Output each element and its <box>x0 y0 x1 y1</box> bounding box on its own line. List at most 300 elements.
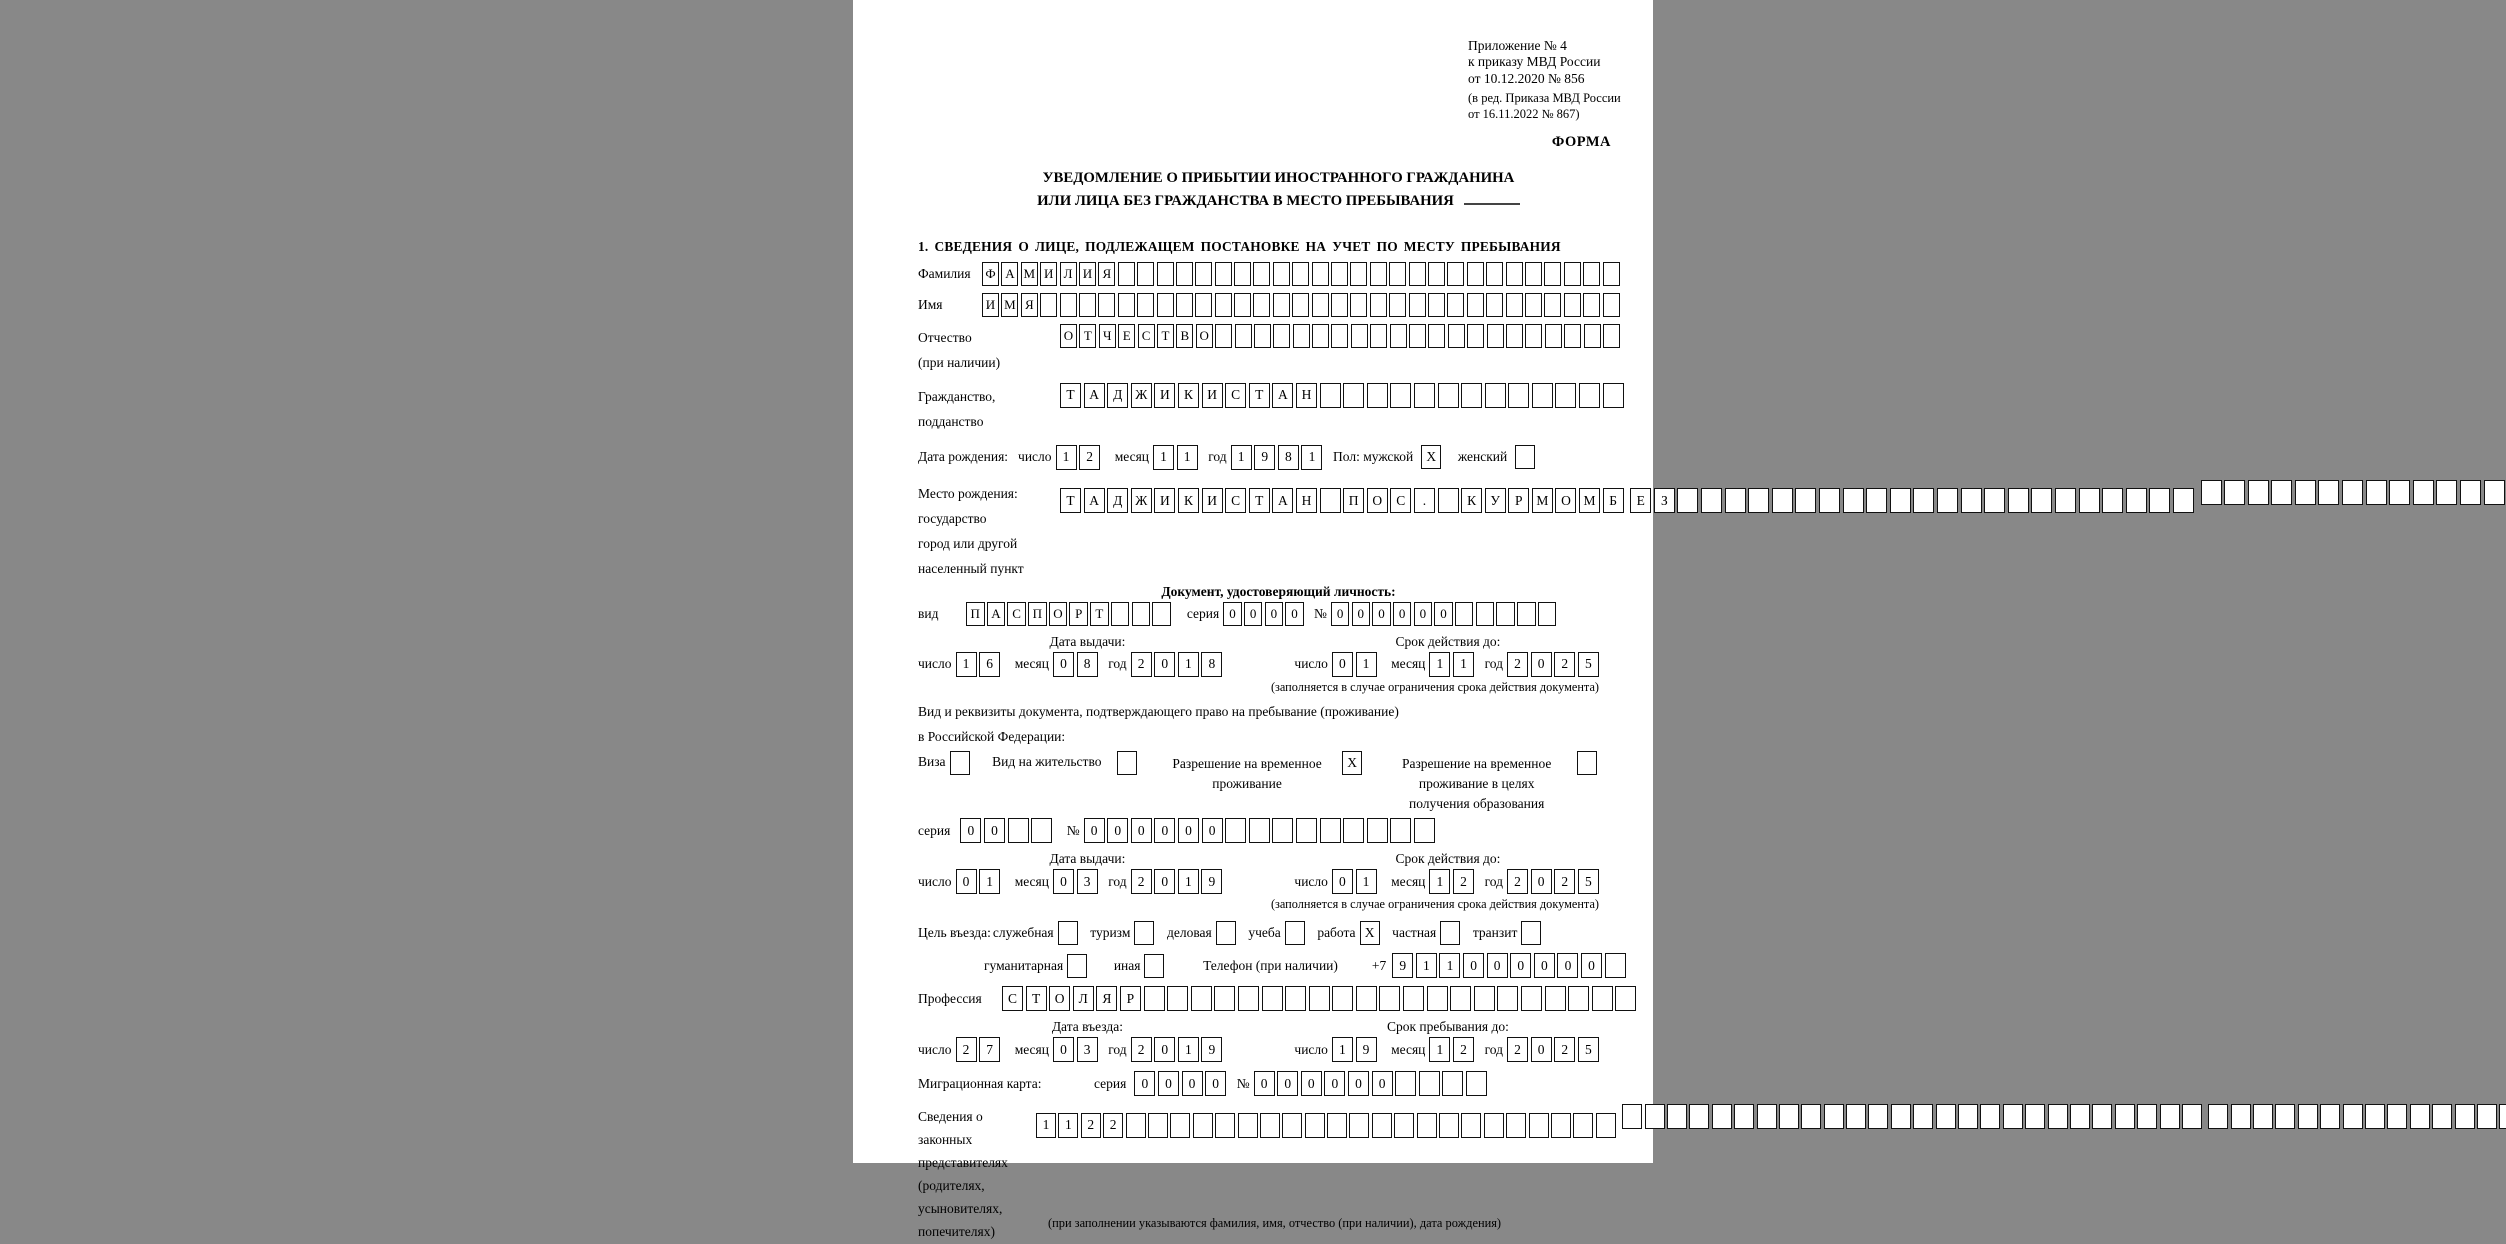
form-cell[interactable] <box>2253 1104 2273 1129</box>
form-cell[interactable] <box>1170 1113 1190 1138</box>
form-cell[interactable]: 0 <box>1414 602 1433 626</box>
form-cell[interactable] <box>1579 383 1600 408</box>
form-cell[interactable] <box>1215 1113 1235 1138</box>
form-cell[interactable] <box>1260 1113 1280 1138</box>
form-cell[interactable] <box>1137 262 1154 286</box>
form-cell[interactable]: 0 <box>1510 953 1531 978</box>
form-cell[interactable] <box>2079 488 2100 513</box>
form-cell[interactable]: С <box>1002 986 1023 1011</box>
form-cell[interactable] <box>1389 262 1406 286</box>
form-cell[interactable] <box>1262 986 1283 1011</box>
form-cell[interactable] <box>1176 262 1193 286</box>
form-cell[interactable]: 2 <box>1131 652 1152 677</box>
form-cell[interactable] <box>1249 818 1270 843</box>
form-cell[interactable] <box>1195 293 1212 317</box>
form-cell[interactable] <box>1379 986 1400 1011</box>
form-cell[interactable] <box>2387 1104 2407 1129</box>
form-cell[interactable]: 0 <box>1053 652 1074 677</box>
form-cell[interactable] <box>1312 324 1329 348</box>
form-cell[interactable] <box>1144 986 1165 1011</box>
form-cell[interactable]: 2 <box>1453 869 1474 894</box>
form-cell[interactable]: 0 <box>1053 1037 1074 1062</box>
form-cell[interactable] <box>1390 383 1411 408</box>
form-cell[interactable]: 0 <box>1205 1071 1226 1096</box>
form-cell[interactable] <box>1215 293 1232 317</box>
form-cell[interactable] <box>1913 1104 1933 1129</box>
form-cell[interactable] <box>1757 1104 1777 1129</box>
form-cell[interactable]: 0 <box>1332 869 1353 894</box>
form-cell[interactable]: 0 <box>1324 1071 1345 1096</box>
form-cell[interactable]: Е <box>1118 324 1135 348</box>
form-cell[interactable]: 0 <box>1531 869 1552 894</box>
form-cell[interactable]: 9 <box>1356 1037 1377 1062</box>
form-cell[interactable] <box>2115 1104 2135 1129</box>
form-cell[interactable]: 5 <box>1578 1037 1599 1062</box>
form-cell[interactable]: 3 <box>1077 1037 1098 1062</box>
form-cell[interactable]: 1 <box>1056 445 1077 470</box>
form-cell[interactable] <box>1447 262 1464 286</box>
form-cell[interactable] <box>2182 1104 2202 1129</box>
form-cell[interactable] <box>1961 488 1982 513</box>
form-cell[interactable] <box>1701 488 1722 513</box>
form-cell[interactable] <box>1351 324 1368 348</box>
form-cell[interactable] <box>1913 488 1934 513</box>
form-cell[interactable] <box>1748 488 1769 513</box>
form-cell[interactable] <box>1497 986 1518 1011</box>
form-cell[interactable] <box>1331 262 1348 286</box>
form-cell[interactable] <box>1532 383 1553 408</box>
form-cell[interactable] <box>1389 293 1406 317</box>
form-cell[interactable] <box>1312 293 1329 317</box>
form-cell[interactable] <box>1450 986 1471 1011</box>
form-cell[interactable] <box>2436 480 2457 505</box>
form-cell[interactable]: 0 <box>1557 953 1578 978</box>
form-cell[interactable] <box>1273 324 1290 348</box>
form-cell[interactable]: А <box>987 602 1006 626</box>
form-cell[interactable]: Н <box>1296 488 1317 513</box>
form-cell[interactable] <box>2048 1104 2068 1129</box>
form-cell[interactable] <box>1584 324 1601 348</box>
form-cell[interactable]: С <box>1390 488 1411 513</box>
form-cell[interactable] <box>1079 293 1096 317</box>
form-cell[interactable] <box>1605 953 1626 978</box>
form-cell[interactable]: 0 <box>1285 602 1304 626</box>
form-cell[interactable] <box>1506 293 1523 317</box>
form-cell[interactable] <box>2248 480 2269 505</box>
form-cell[interactable] <box>1214 986 1235 1011</box>
form-cell[interactable] <box>1031 818 1052 843</box>
form-cell[interactable] <box>1409 293 1426 317</box>
form-cell[interactable]: 0 <box>1154 869 1175 894</box>
form-cell[interactable] <box>1234 262 1251 286</box>
form-cell[interactable]: X <box>1421 445 1441 469</box>
form-cell[interactable] <box>1238 986 1259 1011</box>
form-cell[interactable] <box>1118 262 1135 286</box>
form-cell[interactable] <box>1305 1113 1325 1138</box>
form-cell[interactable] <box>1216 921 1236 945</box>
form-cell[interactable] <box>2025 1104 2045 1129</box>
form-cell[interactable]: 1 <box>1332 1037 1353 1062</box>
form-cell[interactable] <box>1438 383 1459 408</box>
form-cell[interactable] <box>1506 262 1523 286</box>
form-cell[interactable] <box>2271 480 2292 505</box>
form-cell[interactable]: В <box>1176 324 1193 348</box>
form-cell[interactable] <box>1521 986 1542 1011</box>
form-cell[interactable] <box>1496 602 1515 626</box>
form-cell[interactable]: 0 <box>1372 602 1391 626</box>
form-cell[interactable] <box>1320 383 1341 408</box>
form-cell[interactable] <box>1525 293 1542 317</box>
form-cell[interactable] <box>2137 1104 2157 1129</box>
form-cell[interactable] <box>1615 986 1636 1011</box>
form-cell[interactable] <box>1272 818 1293 843</box>
form-cell[interactable] <box>1327 1113 1347 1138</box>
form-cell[interactable] <box>1238 1113 1258 1138</box>
form-cell[interactable] <box>1868 1104 1888 1129</box>
form-cell[interactable]: X <box>1342 751 1362 775</box>
form-cell[interactable] <box>1440 921 1460 945</box>
form-cell[interactable]: . <box>1414 488 1435 513</box>
form-cell[interactable] <box>1677 488 1698 513</box>
form-cell[interactable]: Р <box>1120 986 1141 1011</box>
form-cell[interactable]: Д <box>1107 383 1128 408</box>
form-cell[interactable]: 1 <box>956 652 977 677</box>
form-cell[interactable] <box>1148 1113 1168 1138</box>
form-cell[interactable] <box>1428 262 1445 286</box>
form-cell[interactable] <box>2298 1104 2318 1129</box>
form-cell[interactable]: 0 <box>1434 602 1453 626</box>
form-cell[interactable] <box>2070 1104 2090 1129</box>
form-cell[interactable]: А <box>1272 488 1293 513</box>
form-cell[interactable] <box>1126 1113 1146 1138</box>
form-cell[interactable] <box>1467 262 1484 286</box>
form-cell[interactable]: 0 <box>1053 869 1074 894</box>
form-cell[interactable]: 0 <box>984 818 1005 843</box>
form-cell[interactable] <box>1098 293 1115 317</box>
form-cell[interactable]: 1 <box>1356 869 1377 894</box>
form-cell[interactable] <box>2484 480 2505 505</box>
form-cell[interactable]: 2 <box>1554 869 1575 894</box>
form-cell[interactable] <box>1285 921 1305 945</box>
form-cell[interactable]: 0 <box>1154 1037 1175 1062</box>
form-cell[interactable]: К <box>1461 488 1482 513</box>
form-cell[interactable]: 2 <box>956 1037 977 1062</box>
form-cell[interactable] <box>1603 262 1620 286</box>
form-cell[interactable]: 1 <box>1036 1113 1056 1138</box>
form-cell[interactable] <box>1372 1113 1392 1138</box>
form-cell[interactable] <box>1058 921 1078 945</box>
form-cell[interactable] <box>1225 818 1246 843</box>
form-cell[interactable] <box>2413 480 2434 505</box>
form-cell[interactable]: О <box>1196 324 1213 348</box>
form-cell[interactable]: 0 <box>1531 652 1552 677</box>
form-cell[interactable] <box>2342 480 2363 505</box>
form-cell[interactable] <box>1843 488 1864 513</box>
form-cell[interactable]: 5 <box>1578 869 1599 894</box>
form-cell[interactable]: 0 <box>1154 818 1175 843</box>
form-cell[interactable] <box>1273 262 1290 286</box>
form-cell[interactable] <box>1486 262 1503 286</box>
form-cell[interactable] <box>1645 1104 1665 1129</box>
form-cell[interactable]: С <box>1138 324 1155 348</box>
form-cell[interactable] <box>1484 1113 1504 1138</box>
form-cell[interactable]: 7 <box>979 1037 1000 1062</box>
form-cell[interactable] <box>1282 1113 1302 1138</box>
form-cell[interactable]: О <box>1060 324 1077 348</box>
form-cell[interactable]: 9 <box>1254 445 1275 470</box>
form-cell[interactable] <box>1603 293 1620 317</box>
form-cell[interactable] <box>2031 488 2052 513</box>
form-cell[interactable] <box>1689 1104 1709 1129</box>
form-cell[interactable]: 0 <box>1534 953 1555 978</box>
form-cell[interactable] <box>2008 488 2029 513</box>
form-cell[interactable]: М <box>1579 488 1600 513</box>
form-cell[interactable] <box>1439 1113 1459 1138</box>
form-cell[interactable]: 2 <box>1131 869 1152 894</box>
form-cell[interactable] <box>1350 262 1367 286</box>
form-cell[interactable] <box>1309 986 1330 1011</box>
form-cell[interactable]: Я <box>1096 986 1117 1011</box>
form-cell[interactable] <box>2003 1104 2023 1129</box>
form-cell[interactable]: 1 <box>1058 1113 1078 1138</box>
form-cell[interactable]: А <box>1084 383 1105 408</box>
form-cell[interactable]: 5 <box>1578 652 1599 677</box>
form-cell[interactable]: И <box>1079 262 1096 286</box>
form-cell[interactable]: 0 <box>1265 602 1284 626</box>
title-blank-underline[interactable] <box>1464 203 1520 205</box>
form-cell[interactable] <box>1356 986 1377 1011</box>
form-cell[interactable] <box>1980 1104 2000 1129</box>
form-cell[interactable] <box>1253 262 1270 286</box>
form-cell[interactable]: М <box>1021 262 1038 286</box>
form-cell[interactable]: И <box>1154 488 1175 513</box>
form-cell[interactable]: Б <box>1603 488 1624 513</box>
form-cell[interactable] <box>1583 262 1600 286</box>
form-cell[interactable] <box>1568 986 1589 1011</box>
form-cell[interactable] <box>1394 1113 1414 1138</box>
form-cell[interactable] <box>1312 262 1329 286</box>
form-cell[interactable] <box>1191 986 1212 1011</box>
form-cell[interactable]: 0 <box>1223 602 1242 626</box>
form-cell[interactable]: 0 <box>1107 818 1128 843</box>
form-cell[interactable] <box>1167 986 1188 1011</box>
form-cell[interactable] <box>2102 488 2123 513</box>
form-cell[interactable] <box>1795 488 1816 513</box>
form-cell[interactable] <box>1403 986 1424 1011</box>
form-cell[interactable] <box>1866 488 1887 513</box>
form-cell[interactable] <box>1320 818 1341 843</box>
form-cell[interactable]: О <box>1555 488 1576 513</box>
form-cell[interactable]: 1 <box>1231 445 1252 470</box>
form-cell[interactable] <box>1332 986 1353 1011</box>
form-cell[interactable]: О <box>1367 488 1388 513</box>
form-cell[interactable] <box>1984 488 2005 513</box>
form-cell[interactable]: 2 <box>1554 1037 1575 1062</box>
form-cell[interactable]: 1 <box>1356 652 1377 677</box>
form-cell[interactable]: Ч <box>1099 324 1116 348</box>
form-cell[interactable] <box>1118 293 1135 317</box>
form-cell[interactable]: Ж <box>1131 488 1152 513</box>
form-cell[interactable]: 1 <box>1429 652 1450 677</box>
form-cell[interactable] <box>2275 1104 2295 1129</box>
form-cell[interactable] <box>1253 293 1270 317</box>
form-cell[interactable]: С <box>1225 488 1246 513</box>
form-cell[interactable] <box>1144 954 1164 978</box>
form-cell[interactable] <box>2173 488 2194 513</box>
form-cell[interactable]: Ф <box>982 262 999 286</box>
form-cell[interactable] <box>1824 1104 1844 1129</box>
form-cell[interactable] <box>1486 293 1503 317</box>
form-cell[interactable] <box>1487 324 1504 348</box>
form-cell[interactable] <box>1564 324 1581 348</box>
form-cell[interactable]: А <box>1084 488 1105 513</box>
form-cell[interactable] <box>1958 1104 1978 1129</box>
form-cell[interactable]: 1 <box>1453 652 1474 677</box>
form-cell[interactable] <box>2432 1104 2452 1129</box>
form-cell[interactable] <box>1417 1113 1437 1138</box>
form-cell[interactable]: 0 <box>1331 602 1350 626</box>
form-cell[interactable] <box>1506 1113 1526 1138</box>
form-cell[interactable]: 1 <box>1178 1037 1199 1062</box>
form-cell[interactable] <box>1772 488 1793 513</box>
form-cell[interactable] <box>1890 488 1911 513</box>
form-cell[interactable] <box>2055 488 2076 513</box>
form-cell[interactable] <box>1176 293 1193 317</box>
form-cell[interactable] <box>1544 262 1561 286</box>
form-cell[interactable] <box>1285 986 1306 1011</box>
form-cell[interactable] <box>1525 324 1542 348</box>
form-cell[interactable]: 0 <box>1581 953 1602 978</box>
form-cell[interactable]: К <box>1178 488 1199 513</box>
form-cell[interactable] <box>1390 324 1407 348</box>
form-cell[interactable]: Р <box>1508 488 1529 513</box>
form-cell[interactable] <box>1525 262 1542 286</box>
form-cell[interactable] <box>1461 383 1482 408</box>
form-cell[interactable] <box>1367 383 1388 408</box>
form-cell[interactable] <box>1551 1113 1571 1138</box>
form-cell[interactable]: 0 <box>1463 953 1484 978</box>
form-cell[interactable] <box>1466 1071 1487 1096</box>
form-cell[interactable] <box>2366 480 2387 505</box>
form-cell[interactable] <box>1409 324 1426 348</box>
form-cell[interactable]: 8 <box>1077 652 1098 677</box>
form-cell[interactable]: С <box>1225 383 1246 408</box>
form-cell[interactable] <box>1195 262 1212 286</box>
form-cell[interactable] <box>1596 1113 1616 1138</box>
form-cell[interactable] <box>1215 262 1232 286</box>
form-cell[interactable] <box>1395 1071 1416 1096</box>
form-cell[interactable]: И <box>1154 383 1175 408</box>
form-cell[interactable]: 1 <box>1429 1037 1450 1062</box>
form-cell[interactable]: Л <box>1060 262 1077 286</box>
form-cell[interactable] <box>1937 488 1958 513</box>
form-cell[interactable]: П <box>1028 602 1047 626</box>
form-cell[interactable] <box>1545 324 1562 348</box>
form-cell[interactable] <box>1331 324 1348 348</box>
form-cell[interactable] <box>1515 445 1535 469</box>
form-cell[interactable] <box>1438 488 1459 513</box>
form-cell[interactable] <box>1137 293 1154 317</box>
form-cell[interactable] <box>1725 488 1746 513</box>
form-cell[interactable] <box>1448 324 1465 348</box>
form-cell[interactable]: 0 <box>1154 652 1175 677</box>
form-cell[interactable] <box>1117 751 1137 775</box>
form-cell[interactable] <box>1273 293 1290 317</box>
form-cell[interactable] <box>1111 602 1130 626</box>
form-cell[interactable] <box>1447 293 1464 317</box>
form-cell[interactable] <box>2295 480 2316 505</box>
form-cell[interactable]: Т <box>1079 324 1096 348</box>
form-cell[interactable] <box>1235 324 1252 348</box>
form-cell[interactable]: 2 <box>1103 1113 1123 1138</box>
form-cell[interactable] <box>2208 1104 2228 1129</box>
form-cell[interactable]: У <box>1485 488 1506 513</box>
form-cell[interactable] <box>2455 1104 2475 1129</box>
form-cell[interactable]: 0 <box>1348 1071 1369 1096</box>
form-cell[interactable]: Т <box>1060 383 1081 408</box>
form-cell[interactable] <box>1234 293 1251 317</box>
form-cell[interactable]: 1 <box>1153 445 1174 470</box>
form-cell[interactable] <box>1506 324 1523 348</box>
form-cell[interactable]: Я <box>1098 262 1115 286</box>
form-cell[interactable] <box>1370 262 1387 286</box>
form-cell[interactable]: 6 <box>979 652 1000 677</box>
form-cell[interactable]: 2 <box>1507 1037 1528 1062</box>
form-cell[interactable]: И <box>1202 383 1223 408</box>
form-cell[interactable]: 1 <box>979 869 1000 894</box>
form-cell[interactable] <box>1474 986 1495 1011</box>
form-cell[interactable] <box>1846 1104 1866 1129</box>
form-cell[interactable] <box>1555 383 1576 408</box>
form-cell[interactable]: А <box>1272 383 1293 408</box>
form-cell[interactable]: Е <box>1630 488 1651 513</box>
form-cell[interactable]: 2 <box>1507 869 1528 894</box>
form-cell[interactable] <box>2410 1104 2430 1129</box>
form-cell[interactable] <box>1419 1071 1440 1096</box>
form-cell[interactable]: 0 <box>956 869 977 894</box>
form-cell[interactable]: 2 <box>1131 1037 1152 1062</box>
form-cell[interactable] <box>1529 1113 1549 1138</box>
form-cell[interactable]: 0 <box>1277 1071 1298 1096</box>
form-cell[interactable]: 1 <box>1178 869 1199 894</box>
form-cell[interactable]: Ж <box>1131 383 1152 408</box>
form-cell[interactable]: 2 <box>1081 1113 1101 1138</box>
form-cell[interactable] <box>1132 602 1151 626</box>
form-cell[interactable] <box>1517 602 1536 626</box>
form-cell[interactable]: З <box>1654 488 1675 513</box>
form-cell[interactable] <box>1296 818 1317 843</box>
form-cell[interactable] <box>1538 602 1557 626</box>
form-cell[interactable]: Т <box>1249 488 1270 513</box>
form-cell[interactable] <box>1320 488 1341 513</box>
form-cell[interactable]: М <box>1532 488 1553 513</box>
form-cell[interactable] <box>2460 480 2481 505</box>
form-cell[interactable]: 0 <box>960 818 981 843</box>
form-cell[interactable]: Д <box>1107 488 1128 513</box>
form-cell[interactable] <box>1592 986 1613 1011</box>
form-cell[interactable]: 2 <box>1554 652 1575 677</box>
form-cell[interactable] <box>1564 262 1581 286</box>
form-cell[interactable] <box>1350 293 1367 317</box>
form-cell[interactable]: И <box>1040 262 1057 286</box>
form-cell[interactable] <box>2318 480 2339 505</box>
form-cell[interactable] <box>1292 262 1309 286</box>
form-cell[interactable]: О <box>1049 986 1070 1011</box>
form-cell[interactable]: 0 <box>1301 1071 1322 1096</box>
form-cell[interactable]: 0 <box>1254 1071 1275 1096</box>
form-cell[interactable]: С <box>1007 602 1026 626</box>
form-cell[interactable]: 2 <box>1079 445 1100 470</box>
